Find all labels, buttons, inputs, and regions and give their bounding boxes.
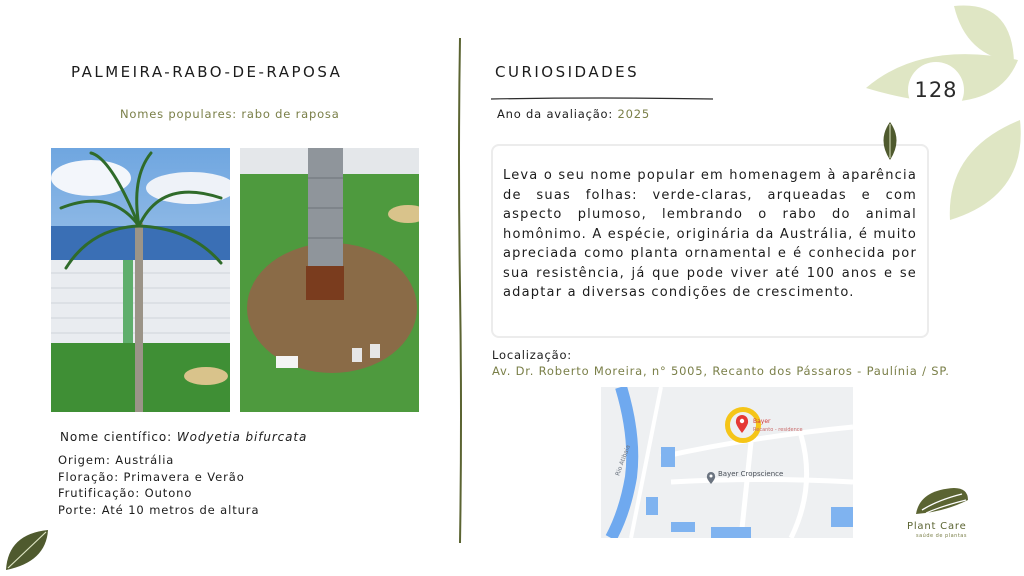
map-pin-label: Bayer [753,418,771,425]
brand-tagline: saúde de plantas [916,533,967,539]
plant-title: PALMEIRA-RABO-DE-RAPOSA [71,63,343,81]
map-pin-icon[interactable] [735,415,749,437]
column-divider [457,38,463,547]
plant-facts [58,452,259,518]
plant-care-logo-icon [914,486,970,520]
year-value: 2025 [617,107,650,121]
fact-flowering: Floração: Primavera e Verão [58,469,245,484]
map-pin-sublabel: Recanto - residence [753,427,803,433]
badge-number: 128 [914,78,958,102]
location-map[interactable] [601,387,853,538]
brand-name: Plant Care [907,521,967,532]
number-badge [908,62,964,118]
map-river-label: Rio Atibaia [614,444,632,477]
section-title-curiosities: CURIOSIDADES [495,63,640,81]
fact-origin: Origem: Austrália [58,453,175,467]
scientific-name [60,430,307,444]
fact-fruiting: Frutificação: Outono [58,486,193,500]
location-address: Av. Dr. Roberto Moreira, n° 5005, Recanto dos Pássaros - Paulínia / SP. [492,364,950,378]
palm-photo-trunk [240,148,419,412]
title-underline [491,86,713,105]
small-leaf-icon [879,120,901,166]
evaluation-year [497,107,650,121]
leaf-icon [2,526,52,576]
year-label: Ano da avaliação: [497,107,618,121]
fact-size: Porte: Até 10 metros de altura [58,502,260,517]
palm-photo-full [51,148,230,412]
scientific-name-value: Wodyetia bifurcata [176,430,308,444]
curiosity-text: Leva o seu nome popular em homenagem à aparência de suas folhas: verde-claras, arqueadas e com aspecto plumoso, lembrando o rabo do animal homônimo. A espécie, originária da Austrália, é muito apreciada como planta ornamental e é conhecida por sua resistência, já que pode viver até 100 anos e se adaptar a diversas condições de crescimento. [503,168,917,300]
map-place-label: Bayer Cropscience [718,470,784,478]
scientific-label: Nome científico: [60,430,177,444]
map-place-marker-icon [706,469,716,488]
location-label: Localização: [492,348,572,362]
popular-names: Nomes populares: rabo de raposa [120,107,340,121]
